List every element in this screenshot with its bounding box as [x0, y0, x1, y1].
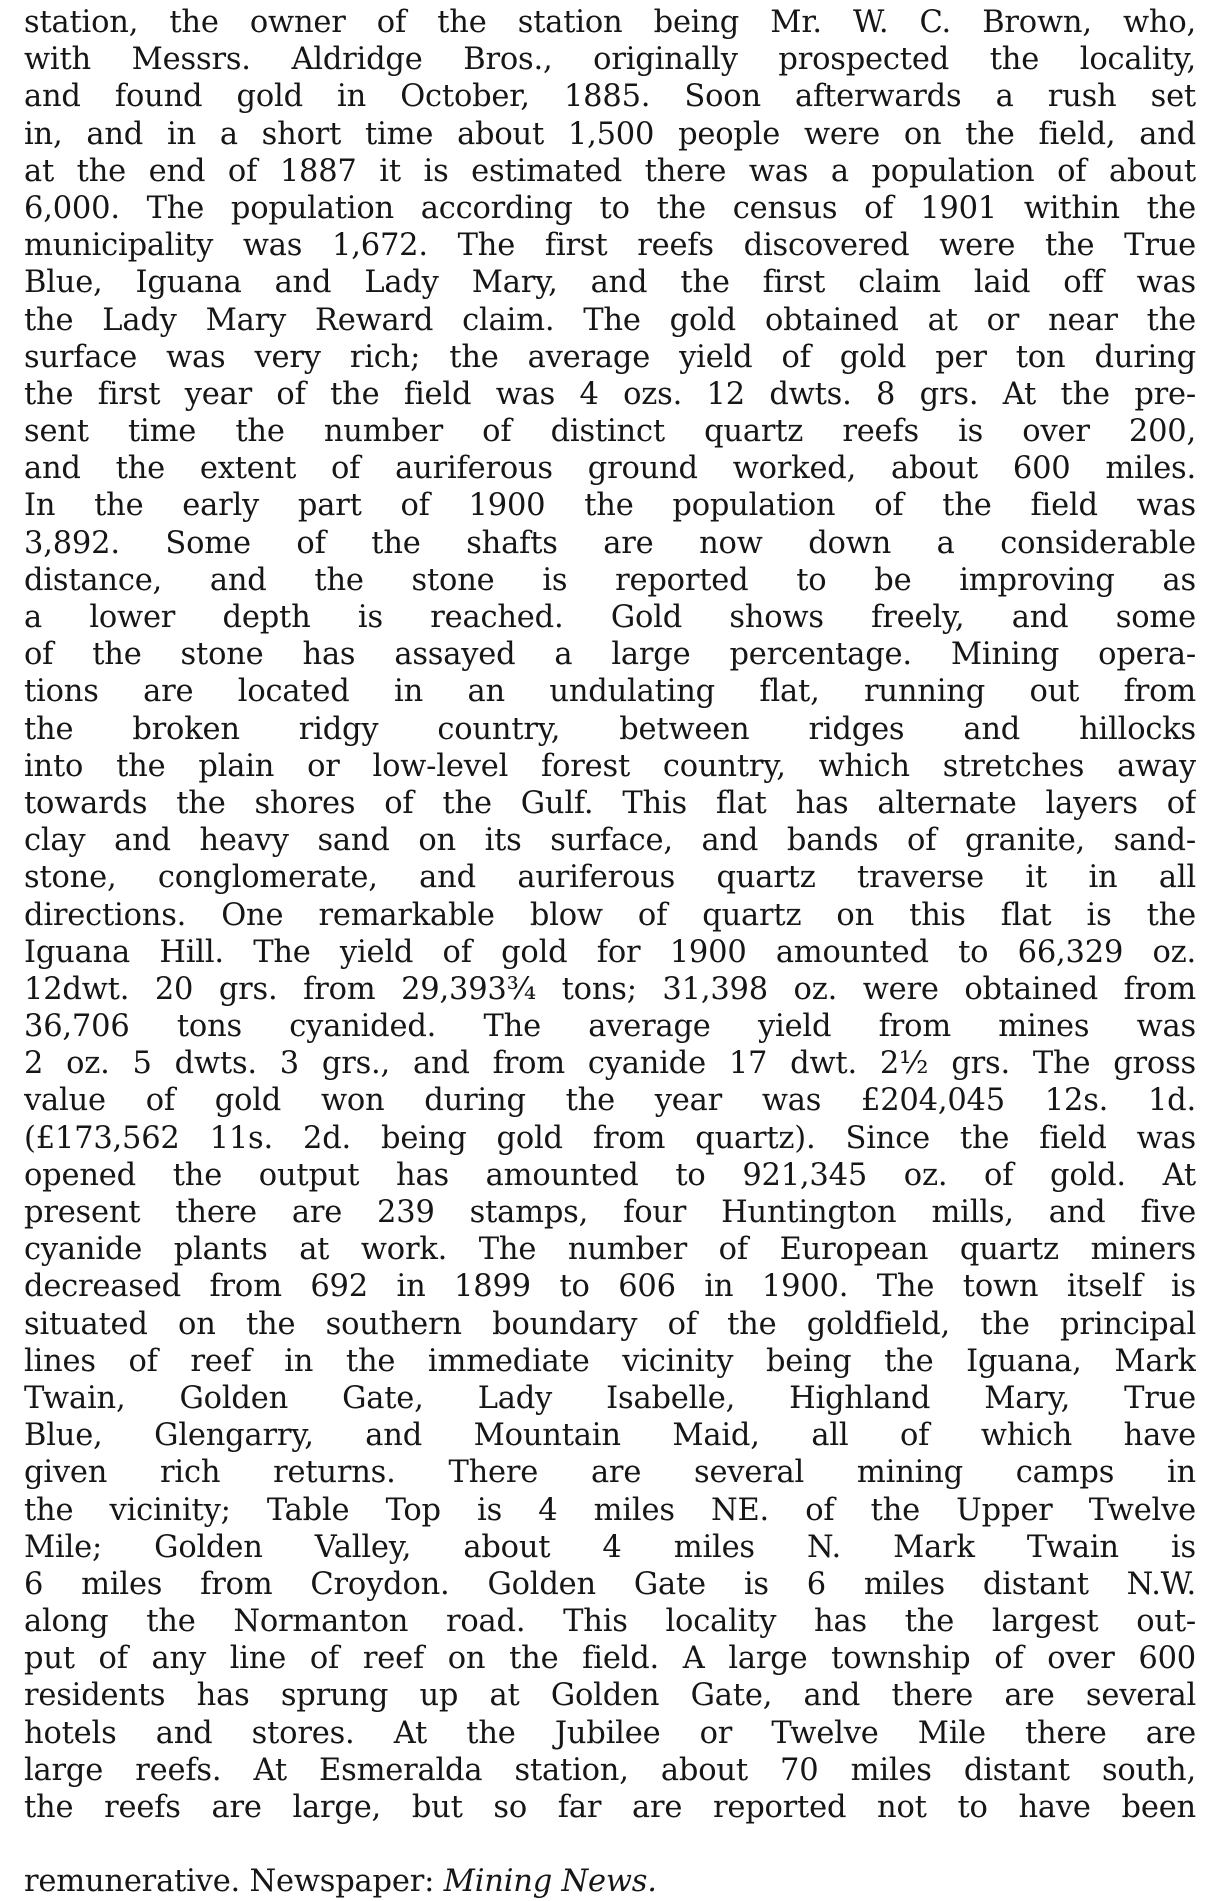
- text-line: the first year of the field was 4 ozs. 12 dwts. 8 grs. At the pre-: [24, 376, 1196, 412]
- text-line: [24, 1826, 1196, 1863]
- text-line: decreased from 692 in 1899 to 606 in 1900. The town itself is: [24, 1269, 1196, 1305]
- text-line: a lower depth is reached. Gold shows freely, and some: [24, 600, 1196, 635]
- text-line: with Messrs. Aldridge Bros., originally prospected the locality,: [24, 42, 1196, 78]
- text-line: distance, and the stone is reported to be improving as: [24, 562, 1196, 598]
- text-line: in, and in a short time about 1,500 people were on the field, and: [24, 116, 1196, 152]
- text-line: stone, conglomerate, and auriferous quartz traverse it in all: [24, 860, 1196, 896]
- text-line: towards the shores of the Gulf. This flat has alternate layers of: [24, 785, 1196, 821]
- text-column: [24, 4, 1196, 1901]
- text-line: 2 oz. 5 dwts. 3 grs., and from cyanide 17 dwt. 2½ grs. The gross: [24, 1046, 1196, 1082]
- text-line: into the plain or low-level forest country, which stretches away: [24, 748, 1196, 784]
- text-line: clay and heavy sand on its surface, and bands of granite, sand-: [24, 823, 1196, 859]
- text-line: the broken ridgy country, between ridges and hillocks: [24, 711, 1196, 747]
- text-line: of the stone has assayed a large percentage. Mining opera-: [24, 637, 1196, 673]
- newspaper-name: Mining News.: [443, 1864, 657, 1900]
- text-line: put of any line of reef on the field. A large township of over 600: [24, 1641, 1196, 1677]
- text-line: Blue, Glengarry, and Mountain Maid, all of which have: [24, 1418, 1196, 1454]
- text-line: station, the owner of the station being Mr. W. C. Brown, who,: [24, 5, 1196, 40]
- text-line: and found gold in October, 1885. Soon afterwards a rush set: [24, 79, 1196, 115]
- text-line: Iguana Hill. The yield of gold for 1900 amounted to 66,329 oz.: [24, 934, 1196, 970]
- text-line: 36,706 tons cyanided. The average yield from mines was: [24, 1009, 1196, 1045]
- text-line: given rich returns. There are several mining camps in: [24, 1455, 1196, 1491]
- text-line: situated on the southern boundary of the goldfield, the principal: [24, 1306, 1196, 1342]
- text-line: hotels and stores. At the Jubilee or Twelve Mile there are: [24, 1715, 1196, 1751]
- text-line: 3,892. Some of the shafts are now down a considerable: [24, 525, 1196, 561]
- text-line: large reefs. At Esmeralda station, about 70 miles distant south,: [24, 1752, 1196, 1788]
- text-line: 6,000. The population according to the census of 1901 within the: [24, 190, 1196, 226]
- text-line: the vicinity; Table Top is 4 miles NE. of the Upper Twelve: [24, 1492, 1196, 1528]
- text-line: (£173,562 11s. 2d. being gold from quartz). Since the field was: [24, 1120, 1196, 1156]
- text-line: In the early part of 1900 the population of the field was: [24, 488, 1196, 524]
- final-text-line: [24, 1863, 1196, 1900]
- text-line: 12dwt. 20 grs. from 29,393¾ tons; 31,398 oz. were obtained from: [24, 971, 1196, 1007]
- text-line: the Lady Mary Reward claim. The gold obtained at or near the: [24, 302, 1196, 338]
- text-line: value of gold won during the year was £204,045 12s. 1d.: [24, 1083, 1196, 1119]
- text-line: surface was very rich; the average yield of gold per ton during: [24, 339, 1196, 375]
- text-line: sent time the number of distinct quartz reefs is over 200,: [24, 414, 1196, 450]
- text-line: Twain, Golden Gate, Lady Isabelle, Highland Mary, True: [24, 1380, 1196, 1416]
- text-line: residents has sprung up at Golden Gate, and there are several: [24, 1678, 1196, 1714]
- text-line: tions are located in an undulating flat, running out from: [24, 674, 1196, 710]
- text-line: Blue, Iguana and Lady Mary, and the first claim laid off was: [24, 265, 1196, 301]
- text-line: 6 miles from Croydon. Golden Gate is 6 miles distant N.W.: [24, 1566, 1196, 1602]
- text-line: opened the output has amounted to 921,345 oz. of gold. At: [24, 1157, 1196, 1193]
- text-line: municipality was 1,672. The first reefs discovered were the True: [24, 228, 1196, 264]
- text-line: Mile; Golden Valley, about 4 miles N. Mark Twain is: [24, 1529, 1196, 1565]
- text-line: lines of reef in the immediate vicinity being the Iguana, Mark: [24, 1343, 1196, 1379]
- text-line: cyanide plants at work. The number of European quartz miners: [24, 1232, 1196, 1268]
- text-line: at the end of 1887 it is estimated there was a population of about: [24, 153, 1196, 189]
- text-line: the reefs are large, but so far are reported not to have been: [24, 1790, 1196, 1825]
- text-line: and the extent of auriferous ground worked, about 600 miles.: [24, 451, 1196, 487]
- text-line: present there are 239 stamps, four Huntington mills, and five: [24, 1195, 1196, 1230]
- final-line-text: remunerative. Newspaper:: [24, 1864, 444, 1900]
- text-line: directions. One remarkable blow of quartz on this flat is the: [24, 897, 1196, 933]
- text-line: along the Normanton road. This locality has the largest out-: [24, 1604, 1196, 1640]
